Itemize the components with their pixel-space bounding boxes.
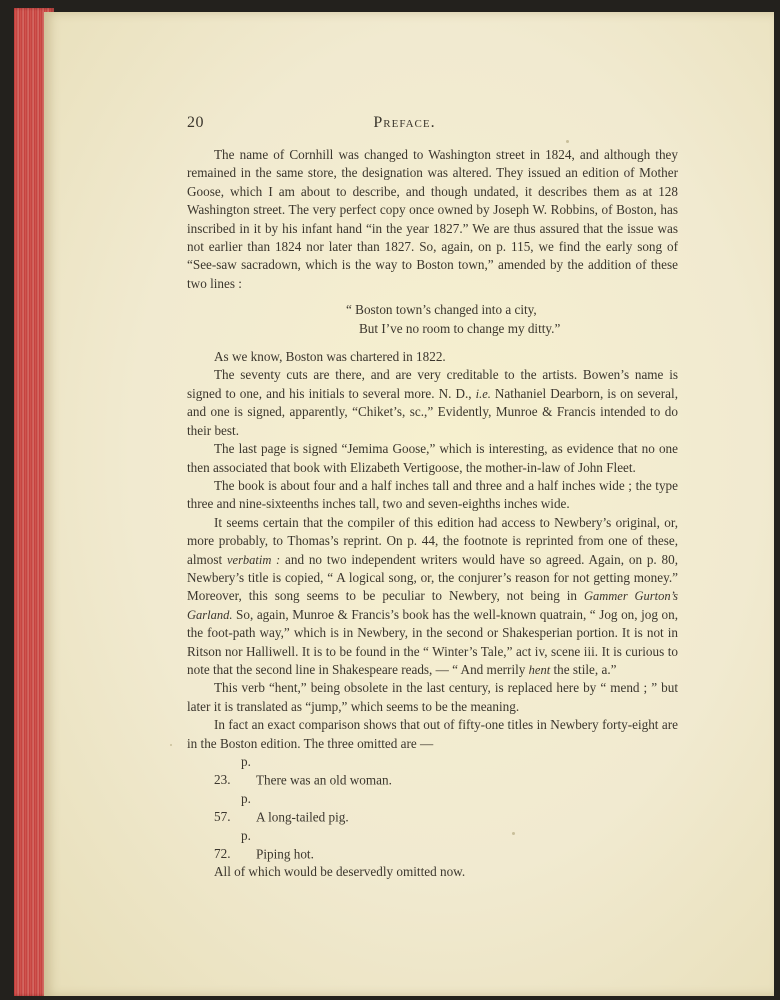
closing-paragraph: All of which would be deservedly omitted now. xyxy=(214,864,466,880)
omitted-title-page: p. 57. xyxy=(214,790,251,825)
italic-text: Gammer Gurton’s Garland. xyxy=(187,589,678,622)
paper-fleck xyxy=(170,744,172,746)
paragraph: The name of Cornhill was changed to Washington street in 1824, and although they remained in the same store, the designation was altered. They issued an edition of Mother Goose, which I am about to describe, and though undated, it describes them as at 128 Washington street. The very perfect copy once owned by Joseph W. Robbins, of Boston, has inscribed in it by his infant hand “in the year 1827.” We are thus assured that the issue was not earlier than 1824 nor later than 1827. So, again, on p. 115, we find the early song of “See-saw sacradown, which is the way to Boston town,” amended by the addition of these two lines : xyxy=(187,147,678,291)
omitted-title-page: p. 72. xyxy=(214,827,251,862)
text-run: So, again, Munroe & Francis’s book has the well-known quatrain, “ Jog on, jog on, the foot-path way,” which is in Newbery, in the second or Shakesperian portion. It is not in Ritson nor Halliwell. It is to be found in the “ Winter’s Tale,” act iv, scene iii. It is curious to note that the second line in Shakespeare reads, — “ And merrily xyxy=(187,606,678,677)
verse-line: “ Boston town’s changed into a city, xyxy=(346,302,537,318)
paragraph: As we know, Boston was chartered in 1822. xyxy=(214,349,446,365)
page-body xyxy=(187,146,678,882)
verse-quote xyxy=(187,301,678,338)
omitted-title-text: There was an old woman. xyxy=(256,772,392,788)
verse-line: But I’ve no room to change my ditty.” xyxy=(359,320,561,336)
page-header xyxy=(187,114,677,136)
italic-text: hent xyxy=(528,662,551,677)
paragraph: In fact an exact comparison shows that out of fifty-one titles in Newbery forty-eight are in the Boston edition. The three omitted are — xyxy=(187,717,678,751)
italic-text: i.e. xyxy=(475,386,491,401)
text-run: and no two independent writers would have so agreed. Again, on p. 80, Newbery’s title is copied, “ A logical song, or, the conjurer’s reason for not getting money.” Moreover, this song seems to be peculiar to Newbery, not being in xyxy=(187,551,678,604)
text-run: It seems certain that the compiler of this edition had access to Newbery’s original, or, more probably, to Thomas’s reprint. On p. 44, the footnote is reprinted from one of these, almost xyxy=(187,514,678,567)
text-run: the stile, a.” xyxy=(550,661,617,677)
text-run: The seventy cuts are there, and are very creditable to the artists. Bowen’s name is signed to one, and his initials to several more. N. D., xyxy=(187,367,678,401)
omitted-title-item xyxy=(187,790,678,827)
paragraph: The book is about four and a half inches tall and three and a half inches wide ; the type three and nine-sixteenths inches tall, two and seven-eighths inches wide. xyxy=(187,477,678,512)
paragraph xyxy=(187,366,678,440)
paragraph: This verb “hent,” being obsolete in the last century, is replaced here by “ mend ; ” but later it is translated as “jump,” which seems to be the meaning. xyxy=(187,680,678,714)
omitted-title-text: Piping hot. xyxy=(256,846,314,862)
text-run: Nathaniel Dearborn, is on several, and one is signed, apparently, “Chiket’s, sc.,” Evidently, Munroe & Francis intended to do their best. xyxy=(187,385,678,438)
paragraph: The last page is signed “Jemima Goose,” which is interesting, as evidence that no one then associated that book with Elizabeth Vertigoose, the mother-in-law of John Fleet. xyxy=(187,441,678,475)
italic-text: verbatim : xyxy=(226,552,281,567)
paragraph xyxy=(187,514,678,680)
paper-fleck xyxy=(566,140,569,143)
page-number: 20 xyxy=(187,114,204,131)
omitted-title-text: A long-tailed pig. xyxy=(256,809,349,825)
omitted-title-item xyxy=(187,827,678,864)
omitted-title-item xyxy=(187,753,678,790)
omitted-title-page: p. 23. xyxy=(214,754,251,788)
running-head: Preface. xyxy=(373,114,436,131)
